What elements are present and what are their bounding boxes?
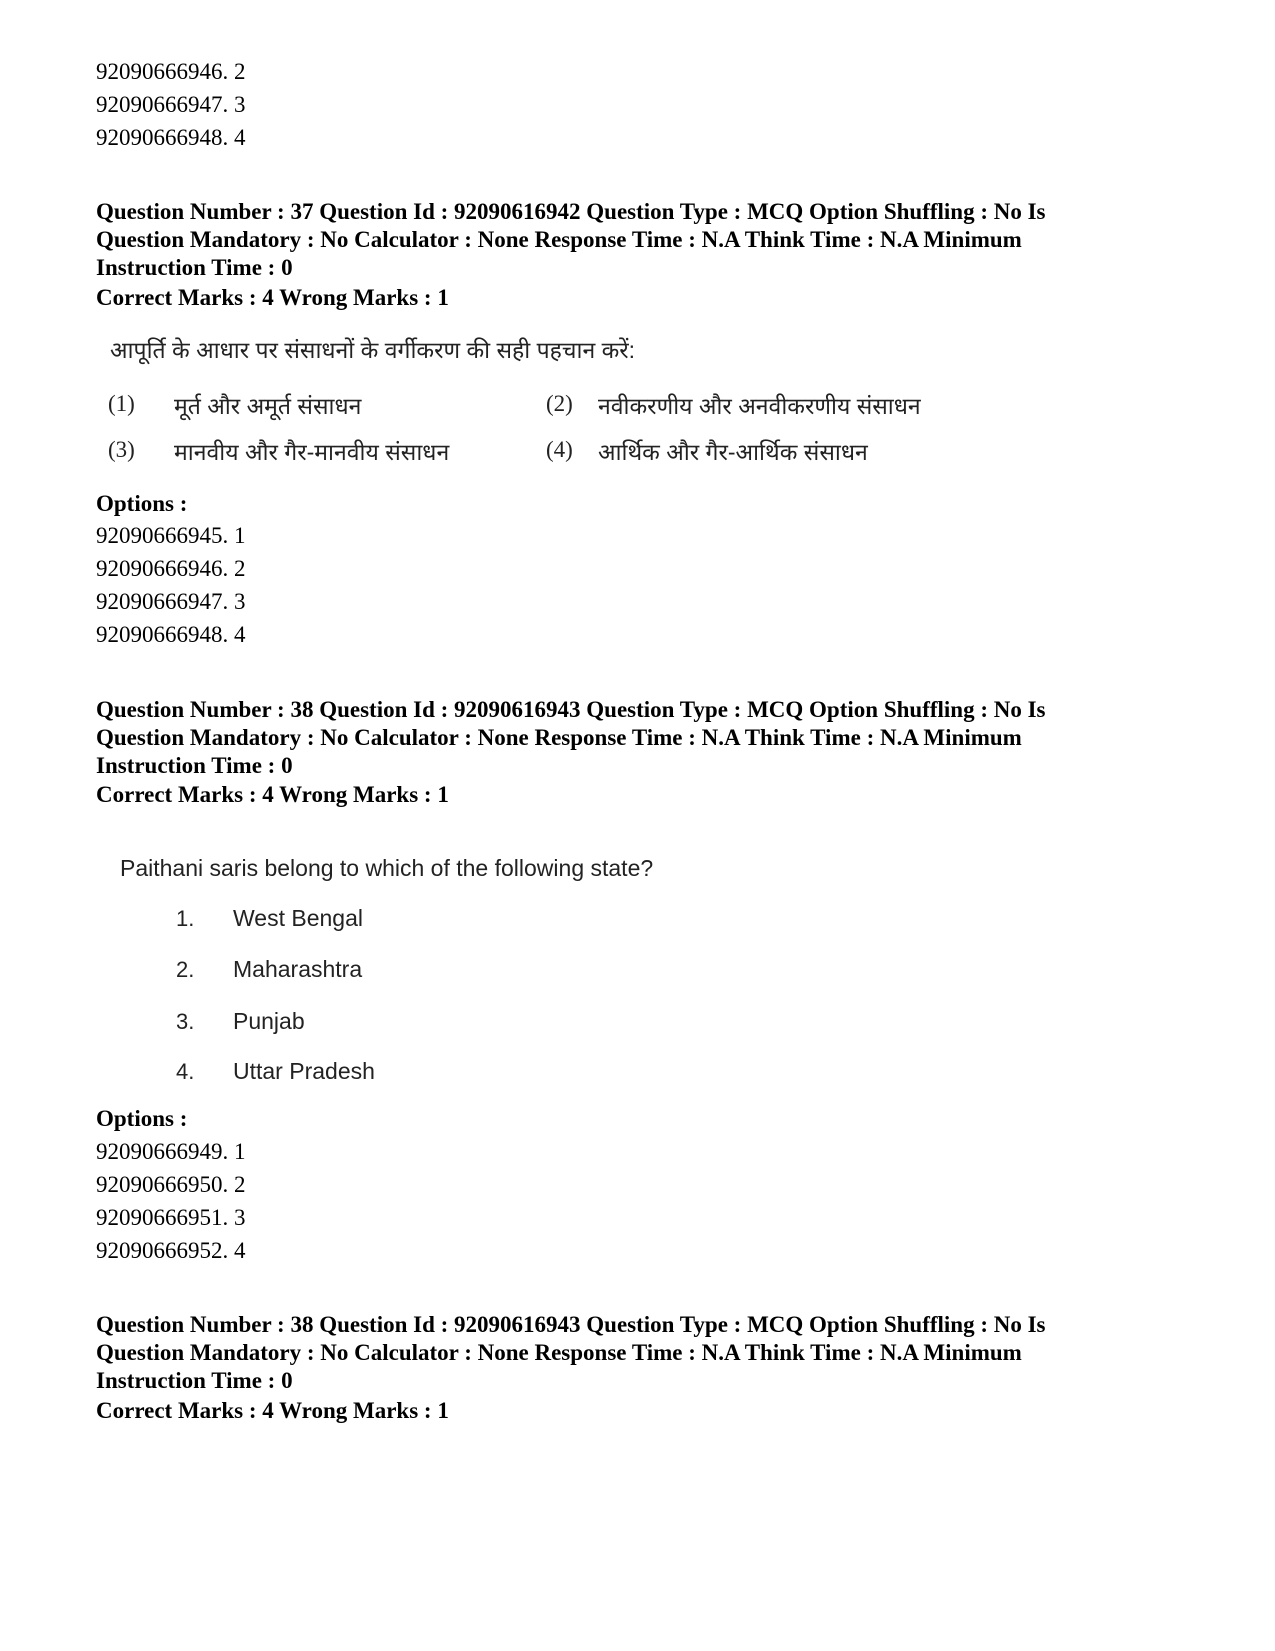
choice-text: Maharashtra [233, 956, 363, 982]
question-37-text: आपूर्ति के आधार पर संसाधनों के वर्गीकरण की सही पहचान करें: [110, 337, 636, 363]
header-line-1: Question Number : 37 Question Id : 92090616942 Question Type : MCQ Option Shuffling : No Is [96, 199, 1046, 224]
option-value: 2 [234, 556, 246, 581]
option-line: 92090666948. 4 [96, 622, 246, 647]
option-id: 92090666949 [96, 1139, 223, 1164]
question-38-text: Paithani saris belong to which of the following state? [120, 855, 654, 881]
option-line: 92090666949. 1 [96, 1139, 246, 1164]
header-line-3: Instruction Time : 0 [96, 753, 293, 778]
header-line-3: Instruction Time : 0 [96, 255, 293, 280]
options-label: Options : [96, 491, 188, 516]
choice-text: Uttar Pradesh [233, 1058, 375, 1084]
question-37-marks: Correct Marks : 4 Wrong Marks : 1 [96, 285, 449, 310]
option-value: 2 [234, 1172, 246, 1197]
choice-number: 2. [176, 957, 195, 982]
header-line-1: Question Number : 38 Question Id : 92090616943 Question Type : MCQ Option Shuffling : No Is [96, 1312, 1046, 1337]
choice-text: नवीकरणीय और अनवीकरणीय संसाधन [598, 393, 921, 419]
header-line-3: Instruction Time : 0 [96, 1368, 293, 1393]
option-id: 92090666948 [96, 125, 223, 150]
option-value: 2 [234, 59, 246, 84]
option-value: 1 [234, 523, 246, 548]
option-line: 92090666951. 3 [96, 1205, 246, 1230]
option-line: 92090666947. 3 [96, 92, 246, 117]
option-id: 92090666946 [96, 59, 223, 84]
question-38-repeat-marks: Correct Marks : 4 Wrong Marks : 1 [96, 1398, 449, 1423]
choice-number: (4) [546, 437, 573, 462]
option-value: 3 [234, 1205, 246, 1230]
option-line: 92090666946. 2 [96, 556, 246, 581]
question-38-header [96, 696, 1196, 780]
option-id: 92090666946 [96, 556, 223, 581]
option-line: 92090666950. 2 [96, 1172, 246, 1197]
choice-number: (2) [546, 391, 573, 416]
option-line: 92090666952. 4 [96, 1238, 246, 1263]
option-id: 92090666952 [96, 1238, 223, 1263]
choice-text: मानवीय और गैर-मानवीय संसाधन [174, 439, 450, 465]
option-value: 4 [234, 125, 246, 150]
option-id: 92090666945 [96, 523, 223, 548]
header-line-2: Question Mandatory : No Calculator : None Response Time : N.A Think Time : N.A Minimum [96, 227, 1022, 252]
option-line: 92090666945. 1 [96, 523, 246, 548]
question-38-repeat-header [96, 1311, 1196, 1395]
option-line: 92090666947. 3 [96, 589, 246, 614]
choice-text: West Bengal [233, 905, 363, 931]
choice-number: 3. [176, 1009, 195, 1034]
option-value: 3 [234, 589, 246, 614]
option-id: 92090666951 [96, 1205, 223, 1230]
choice-number: 1. [176, 906, 195, 931]
choice-number: (3) [108, 437, 135, 462]
choice-number: (1) [108, 391, 135, 416]
option-value: 1 [234, 1139, 246, 1164]
option-id: 92090666947 [96, 92, 223, 117]
option-value: 4 [234, 622, 246, 647]
option-line: 92090666948. 4 [96, 125, 246, 150]
choice-number: 4. [176, 1059, 195, 1084]
question-38-marks: Correct Marks : 4 Wrong Marks : 1 [96, 782, 449, 807]
question-37-header [96, 198, 1196, 282]
option-id: 92090666948 [96, 622, 223, 647]
option-value: 4 [234, 1238, 246, 1263]
option-id: 92090666950 [96, 1172, 223, 1197]
option-value: 3 [234, 92, 246, 117]
header-line-2: Question Mandatory : No Calculator : None Response Time : N.A Think Time : N.A Minimum [96, 1340, 1022, 1365]
header-line-2: Question Mandatory : No Calculator : None Response Time : N.A Think Time : N.A Minimum [96, 725, 1022, 750]
choice-text: Punjab [233, 1008, 305, 1034]
option-id: 92090666947 [96, 589, 223, 614]
option-line: 92090666946. 2 [96, 59, 246, 84]
options-label: Options : [96, 1106, 188, 1131]
choice-text: आर्थिक और गैर-आर्थिक संसाधन [598, 439, 868, 465]
header-line-1: Question Number : 38 Question Id : 92090616943 Question Type : MCQ Option Shuffling : No Is [96, 697, 1046, 722]
choice-text: मूर्त और अमूर्त संसाधन [174, 393, 362, 419]
